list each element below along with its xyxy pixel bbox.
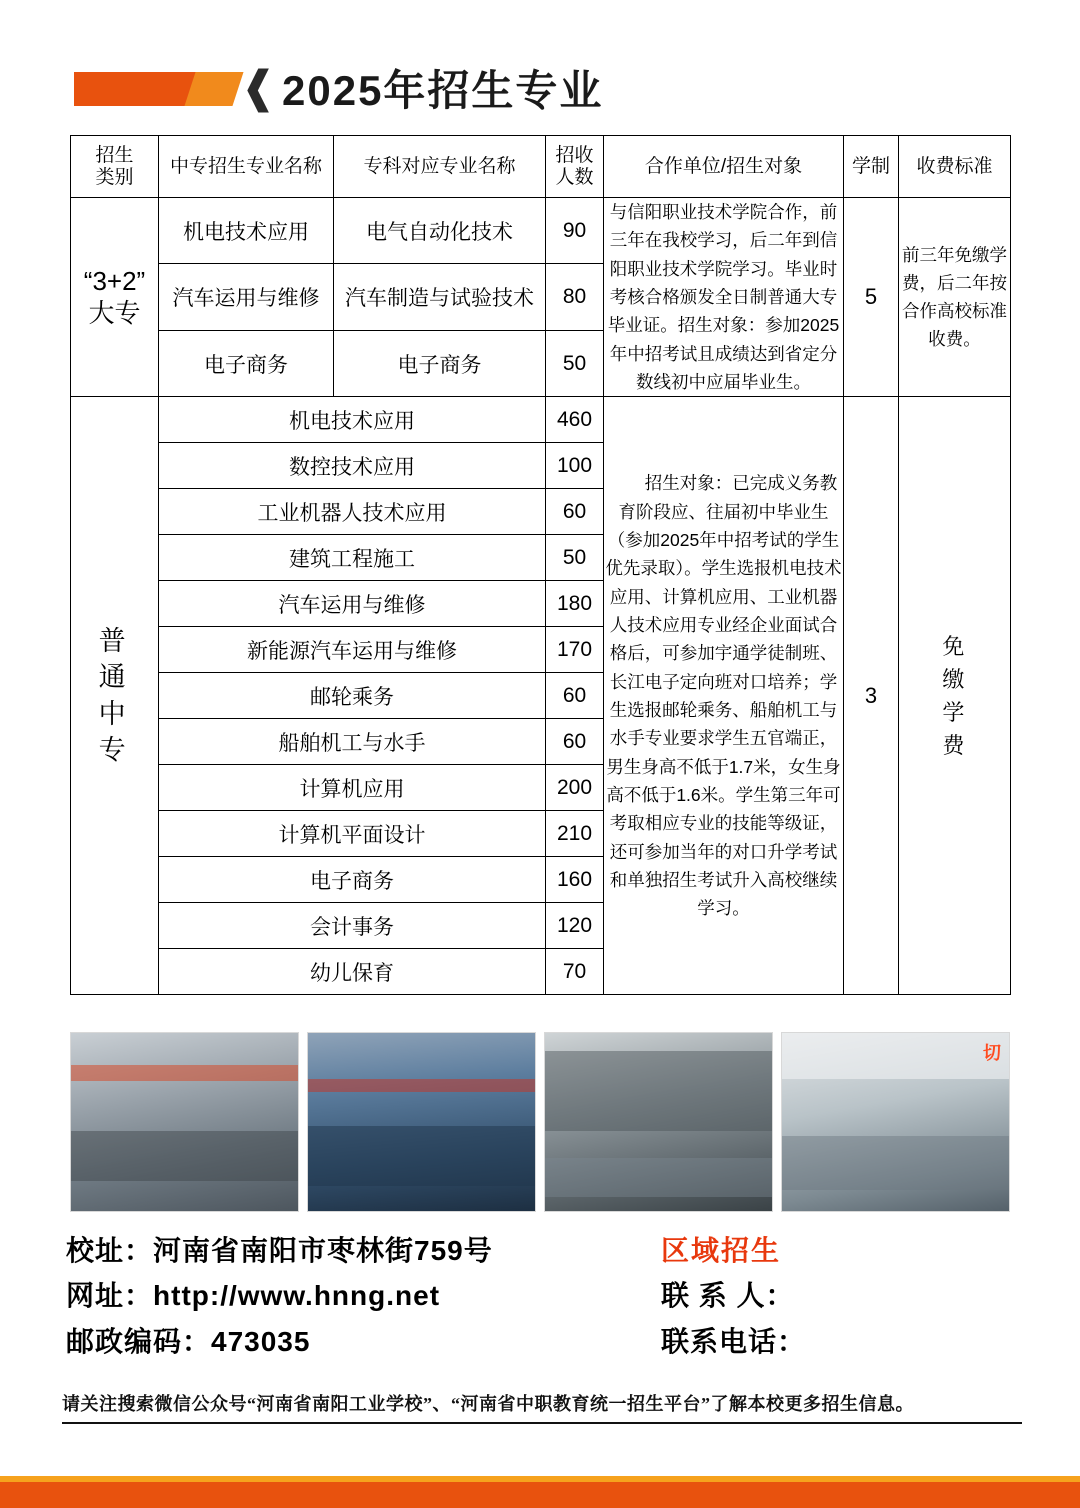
fee-description: 前三年免缴学费，后二年按合作高校标准收费。 [899,198,1011,397]
category-line: 通 [98,662,131,693]
region-admission-title: 区域招生 [661,1235,782,1266]
double-chevron-right-icon: ❰ [240,62,277,113]
th-fee: 收费标准 [899,136,1011,198]
photo-band [308,1079,535,1091]
category-line: “3+2” [83,265,146,296]
contact-right-column [661,1228,1021,1364]
contact-left-column [66,1228,596,1364]
category-cell-regular [71,397,159,995]
quota-value: 60 [546,719,604,765]
college-major-name: 汽车制造与试验技术 [334,264,546,330]
quota-value: 50 [546,330,604,396]
major-name: 电子商务 [159,857,546,903]
major-name: 新能源汽车运用与维修 [159,627,546,673]
th-category-line1: 招生 [95,144,134,166]
postcode-line [66,1319,596,1364]
page-title: 2025年招生专业 [282,67,604,114]
admission-target-description: 招生对象：已完成义务教育阶段应、往届初中毕业生（参加2025年中招考试的学生优先录取）。学生选报机电技术应用、计算机应用、工业机器人技术应用专业经企业面试合格后，可参加宇通学徒制班、长江电子定向班对口培养；学生选报邮轮乘务、船舶机工与水手专业要求学生五官端正，男生身高不低于1.7米，女生身高不低于1.6米。学生第三年可考取相应专业的技能等级证，还可参加当年的对口升学考试和单独招生考试升入高校继续学习。 [604,397,844,995]
address-value: 河南省南阳市枣林街759号 [153,1235,493,1266]
contact-phone-label: 联系电话： [661,1325,807,1357]
quota-value: 50 [546,535,604,581]
address-label: 校址： [66,1235,154,1266]
category-line: 大专 [88,298,141,329]
quota-value: 60 [546,673,604,719]
equipment-training-photo [544,1032,773,1212]
years-value: 5 [844,198,899,397]
photo-band [782,1136,1009,1189]
contact-person-label: 联 系 人： [661,1280,795,1312]
quota-value: 70 [546,949,604,995]
footer-divider [62,1422,1022,1424]
th-category [71,136,159,198]
major-name: 船舶机工与水手 [159,719,546,765]
college-major-name: 电子商务 [334,330,546,396]
major-name: 机电技术应用 [159,198,334,264]
photo-band [71,1131,298,1181]
th-partner-target: 合作单位/招生对象 [604,136,844,198]
major-name: 幼儿保育 [159,949,546,995]
photo-band [545,1051,772,1131]
table-row [71,397,1011,443]
postcode-value: 473035 [211,1325,311,1357]
major-name: 数控技术应用 [159,443,546,489]
photo-band [71,1065,298,1081]
major-name: 汽车运用与维修 [159,581,546,627]
major-name: 计算机应用 [159,765,546,811]
th-years: 学制 [844,136,899,198]
quota-value: 180 [546,581,604,627]
photo-band [782,1033,1009,1079]
photo-tag-label: 切 [983,1043,1001,1063]
admissions-table-wrapper [70,135,1010,995]
computer-classroom-photo [307,1032,536,1212]
table-row [71,198,1011,264]
major-name: 建筑工程施工 [159,535,546,581]
fee-line: 费 [942,732,967,758]
photo-band [545,1158,772,1197]
fee-line: 缴 [942,666,967,692]
th-major: 中专招生专业名称 [159,136,334,198]
quota-value: 120 [546,903,604,949]
photo-band [308,1126,535,1187]
photo-strip [70,1032,1010,1212]
category-line: 普 [98,626,131,657]
admissions-table [70,135,1011,995]
fee-line: 免 [942,633,967,659]
quota-value: 200 [546,765,604,811]
years-value: 3 [844,397,899,995]
major-name: 机电技术应用 [159,397,546,443]
address-line [66,1228,596,1273]
th-category-line2: 类别 [95,166,134,188]
electrical-lab-photo [70,1032,299,1212]
website-value[interactable]: http://www.hnng.net [153,1280,441,1312]
partner-description: 与信阳职业技术学院合作，前三年在我校学习，后二年到信阳职业技术学院学习。毕业时考核合格颁发全日制普通大专毕业证。招生对象：参加2025年中招考试且成绩达到省定分数线初中应届毕业生。 [604,198,844,397]
major-name: 会计事务 [159,903,546,949]
major-name: 电子商务 [159,330,334,396]
quota-value: 80 [546,264,604,330]
category-line: 专 [98,735,131,766]
college-major-name: 电气自动化技术 [334,198,546,264]
major-name: 计算机平面设计 [159,811,546,857]
quota-value: 100 [546,443,604,489]
th-quota-line1: 招收 [555,144,594,166]
page-header [0,0,1080,118]
table-header-row [71,136,1011,198]
quota-value: 90 [546,198,604,264]
th-quota [546,136,604,198]
category-line: 中 [98,698,131,729]
major-name: 工业机器人技术应用 [159,489,546,535]
th-quota-line2: 人数 [555,166,594,188]
quota-value: 210 [546,811,604,857]
fee-description [899,397,1011,995]
fee-line: 学 [942,699,967,725]
assembly-workshop-photo [781,1032,1010,1212]
header-accent-bar-secondary [184,72,243,106]
footnote-text: 请关注搜索微信公众号“河南省南阳工业学校”、“河南省中职教育统一招生平台”了解本校更多招生信息。 [62,1394,914,1414]
quota-value: 170 [546,627,604,673]
website-label: 网址： [66,1280,154,1312]
footer-bar [0,1482,1080,1508]
quota-value: 60 [546,489,604,535]
category-cell-3plus2 [71,198,159,397]
major-name: 邮轮乘务 [159,673,546,719]
postcode-label: 邮政编码： [66,1325,212,1357]
th-college-major: 专科对应专业名称 [334,136,546,198]
quota-value: 460 [546,397,604,443]
major-name: 汽车运用与维修 [159,264,334,330]
quota-value: 160 [546,857,604,903]
website-line [66,1273,596,1318]
